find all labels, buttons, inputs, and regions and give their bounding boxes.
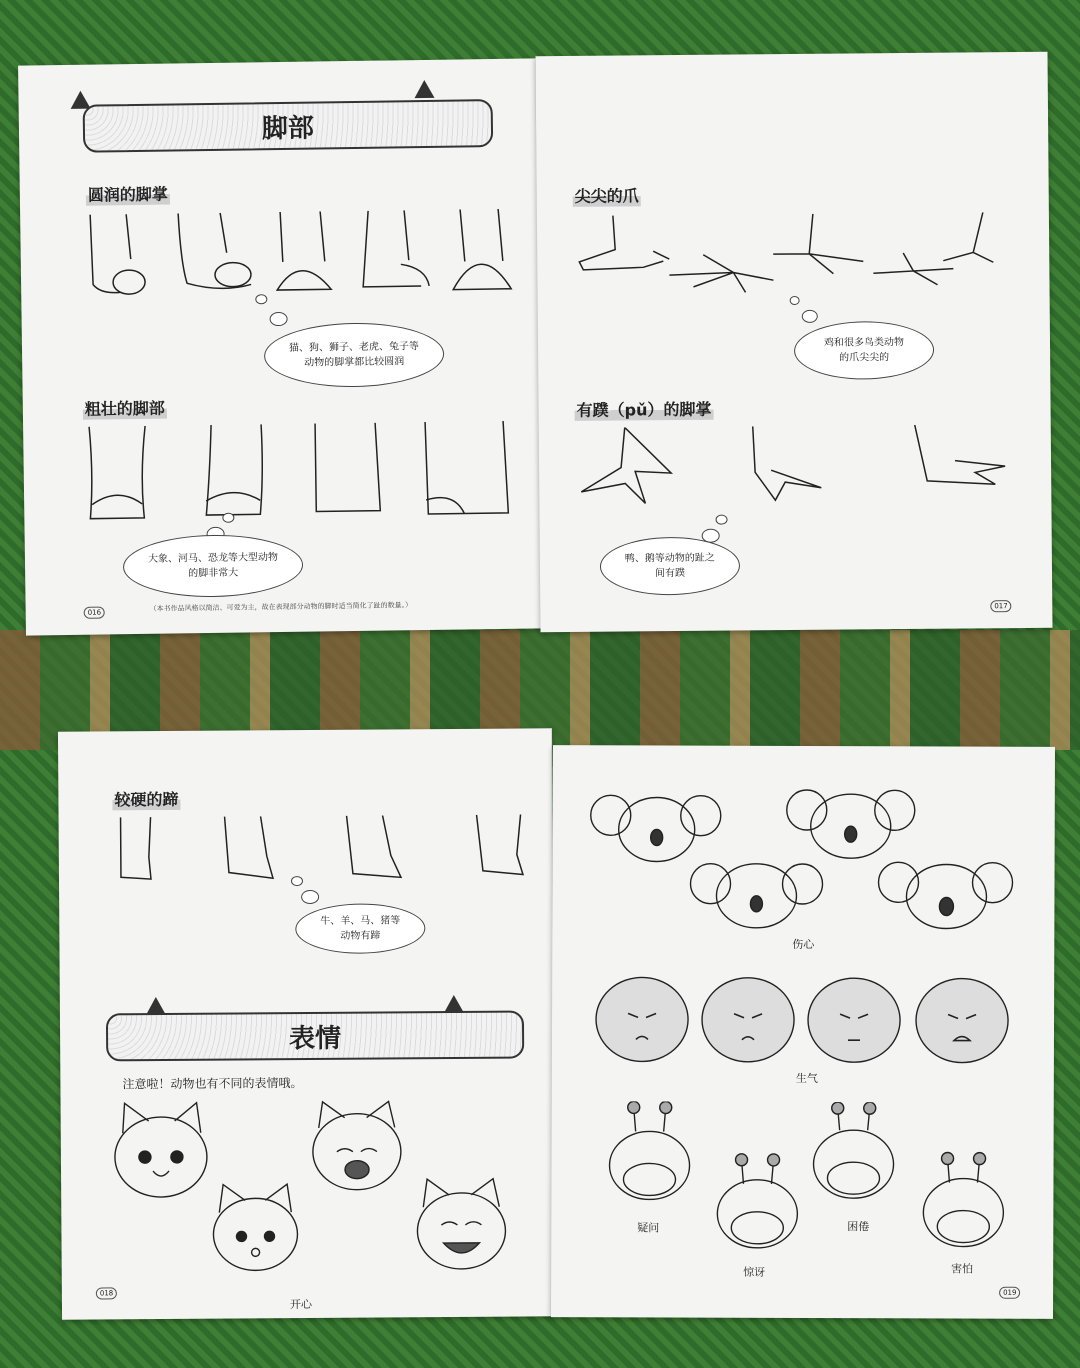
page-019 [551, 745, 1055, 1319]
cloud-note-hooves: 牛、羊、马、猪等 动物有蹄 [295, 903, 425, 954]
cloud-note-webbed-feet: 鸭、鹅等动物的趾之 间有蹼 [600, 536, 741, 595]
round-paws-sketch [80, 209, 521, 305]
sharp-claws-sketch [573, 212, 1014, 306]
thought-bubble-dot [291, 876, 303, 886]
webbed-feet-sketch [575, 424, 1016, 518]
thought-bubble-dot [301, 890, 319, 904]
section-title-sturdy-feet: 粗壮的脚部 [83, 396, 167, 420]
page-number-016: 016 [84, 606, 106, 618]
cat-ear-right-icon [414, 80, 434, 98]
caption-surprised: 惊讶 [743, 1265, 766, 1279]
banner-title-feet: 脚部 [83, 99, 494, 153]
section-title-hard-hooves: 较硬的蹄 [112, 787, 180, 810]
caption-happy: 开心 [289, 1297, 313, 1312]
thought-bubble-dot [716, 515, 728, 525]
banner-title-expressions: 表情 [106, 1010, 524, 1061]
page-018 [58, 728, 556, 1319]
cloud-note-sharp-claws: 鸡和很多鸟类动物 的爪尖尖的 [794, 321, 935, 380]
cat-faces-sketch [105, 1094, 526, 1287]
section-title-round-paws: 圆润的脚掌 [86, 182, 170, 206]
thought-bubble-dot [790, 296, 800, 305]
caption-angry: 生气 [795, 1071, 818, 1086]
page-number-018: 018 [96, 1287, 117, 1299]
section-title-sharp-claws: 尖尖的爪 [573, 183, 641, 207]
expressions-intro: 注意啦！动物也有不同的表情哦。 [122, 1076, 303, 1092]
thought-bubble-dot [802, 310, 818, 323]
footnote: （本书作品风格以简洁、可爱为主，故在表现部分动物的脚时适当简化了趾的数量。） [149, 601, 413, 613]
page-number-019: 019 [999, 1287, 1020, 1299]
koala-faces-sketch [588, 785, 1029, 937]
page-016 [18, 58, 544, 635]
thought-bubble-dot [270, 312, 288, 326]
hooves-sketch [111, 814, 532, 907]
page-017 [535, 52, 1052, 632]
thought-bubble-dot [255, 294, 267, 304]
sturdy-feet-sketch [83, 421, 524, 527]
cloud-note-round-paws: 猫、狗、狮子、老虎、兔子等 动物的脚掌都比较圆润 [264, 322, 445, 389]
section-title-webbed-feet: 有蹼（pǔ）的脚掌 [574, 397, 713, 421]
caption-sad: 伤心 [792, 937, 815, 952]
cloud-note-sturdy-feet: 大象、河马、恐龙等大型动物 的脚非常大 [123, 534, 304, 599]
caption-puzzled: 疑问 [637, 1221, 660, 1235]
caption-scared: 害怕 [951, 1262, 974, 1276]
tiger-faces-sketch [592, 969, 1032, 1067]
caption-sleepy: 困倦 [847, 1220, 870, 1234]
page-number-017: 017 [990, 600, 1011, 612]
